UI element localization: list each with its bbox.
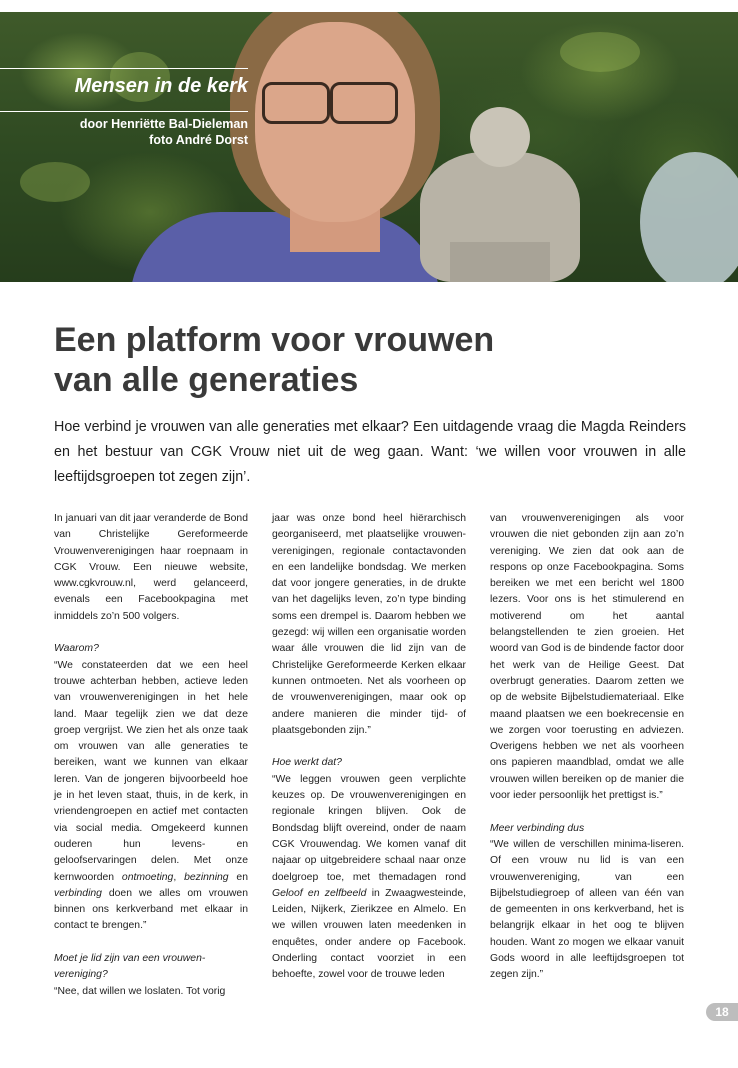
plant: [640, 152, 738, 282]
text-run: doen we alles om vrouwen binnen ons kerkverband met elkaar in contact te brengen.”: [54, 887, 248, 932]
glasses-right: [330, 82, 398, 124]
paragraph: “We willen de verschillen minima-liseren. Of een vrouw nu lid is van een vrouwenvereniging, van een Bijbelstudiegroep of alleen van één van de gemeenten in ons kerkverband, het is belangrijk elkaar in het oog te blijven houden. Want zo mogen we elkaar vanuit Gods woord in alle leeftijdsgroepen tot zegen zijn.”: [490, 838, 684, 981]
subheading: Moet je lid zijn van een vrouwen-vereniging?: [54, 953, 206, 981]
garden-statue-top: [470, 107, 530, 167]
paragraph: [272, 772, 466, 984]
subheading: Meer verbinding dus: [490, 822, 585, 834]
title-line-2: van alle generaties: [54, 361, 359, 399]
foliage: [20, 162, 90, 202]
photo-credit: foto André Dorst: [149, 133, 248, 147]
person-clothing: [130, 212, 440, 282]
emphasis: bezinning: [184, 871, 229, 883]
emphasis: Geloof en zelfbeeld: [272, 887, 367, 899]
column-3: [490, 511, 684, 984]
garden-statue-base: [450, 242, 550, 282]
text-run: “We constateerden dat we een heel trouwe achterban hebben, actieve leden van vrouwenverenigingen in het hele land. Maar tegelijk zien we dat deze groep vergrijst. We zien het als onze taak om vrouwen van alle generaties te bereiken, want we kunnen van elkaar leren. Van de jongeren bijvoorbeeld hoe je in het leven staat, thuis, in de kerk, in vriendengroepen en actief met contacten via social media. Omgekeerd kunnen ouderen hun levens- en geloofservaringen delen. Met onze kernwoorden: [54, 659, 248, 883]
paragraph: jaar was onze bond heel hiërarchisch georganiseerd, met plaatselijke vrouwen-verenigingen, regionale contactavonden en een landelijke bondsdag. We merken dat voor jongere generaties, in de drukte van het dagelijks leven, zo’n type binding soms een drempel is. Daarom hebben we gezegd: wij willen een organisatie worden waar álle vrouwen die lid zijn van de Christelijke Gereformeerde Kerken elkaar kunnen ontmoeten. Net als voorheen op de vrouwenverenigingen, maar ook op andere manieren die minder tijd- of plaatsgebonden zijn.”: [272, 513, 466, 736]
column-2: [272, 511, 466, 984]
credits: [80, 116, 248, 148]
emphasis: verbinding: [54, 887, 102, 899]
section-label: Mensen in de kerk: [74, 75, 248, 97]
header-photo: [0, 12, 738, 282]
article-title: [54, 320, 694, 400]
paragraph: van vrouwenverenigingen als voor vrouwen die niet gebonden zijn aan zo’n vereniging. We zien dat ook aan de respons op onze Facebookpagina. Soms bereiken we met een bericht wel 1800 lezers. Voor ons is het stimulerend en motiverend om het aantal belangstellenden te zien groeien. Het woord van God is de bindende factor door het werk van de Heilige Geest. Dat overbrugt generaties. Daarom zetten we op de website Bijbelstudiemateriaal. Elke maand plaatsen we een boekrecensie en we zorgen voor toerusting en adviezen. Overigens hebben we net als voorheen ons papieren maandblad, omdat we alle vrouwen willen bereiken op de manier die voor ieder persoonlijk het prettigst is.”: [490, 513, 684, 802]
article-lead: Hoe verbind je vrouwen van alle generaties met elkaar? Een uitdagende vraag die Magda Reinders en het bestuur van CGK Vrouw niet uit de weg gaan. Want: ‘we willen voor vrouwen in alle leeftijdsgroepen tot zegen zijn’.: [54, 419, 686, 485]
paragraph: In januari van dit jaar veranderde de Bond van Christelijke Gereformeerde Vrouwenverenigingen haar roepnaam in CGK Vrouw. Een nieuwe website, www.cgkvrouw.nl, werd gelanceerd, evenals een Facebookpagina met inmiddels zo’n 500 volgers.: [54, 513, 248, 622]
paragraph: [54, 658, 248, 935]
author-credit: door Henriëtte Bal-Dieleman: [79, 117, 248, 131]
glasses-left: [262, 82, 330, 124]
subheading: Hoe werkt dat?: [272, 757, 342, 769]
text-run: ,: [173, 871, 185, 883]
text-run: “We leggen vrouwen geen verplichte keuzes op. De vrouwenverenigingen en regionale kringen blijven. Ook de Bondsdag blijft overeind, onder de naam CGK Vrouwendag. We komen vanaf dit najaar op uitgebreidere schaal naar onze doelgroep toe, met themadagen rond: [272, 773, 466, 883]
text-run: in Zwaagwesteinde, Leiden, Nijkerk, Zierikzee en Almelo. En we willen vrouwen laten meedenken in enquêtes, onder andere op Facebook. Onderling contact voorziet in een behoefte, zowel voor de trouwe leden: [272, 887, 466, 981]
page-number: 18: [706, 1003, 738, 1021]
title-line-1: Een platform voor vrouwen: [54, 321, 495, 359]
paragraph: “Nee, dat willen we loslaten. Tot vorig: [54, 985, 226, 997]
emphasis: ontmoeting: [121, 871, 174, 883]
section-kicker: [0, 68, 248, 112]
column-1: [54, 511, 248, 1000]
subheading: Waarom?: [54, 643, 99, 655]
text-run: en: [228, 871, 248, 883]
foliage: [560, 32, 640, 72]
